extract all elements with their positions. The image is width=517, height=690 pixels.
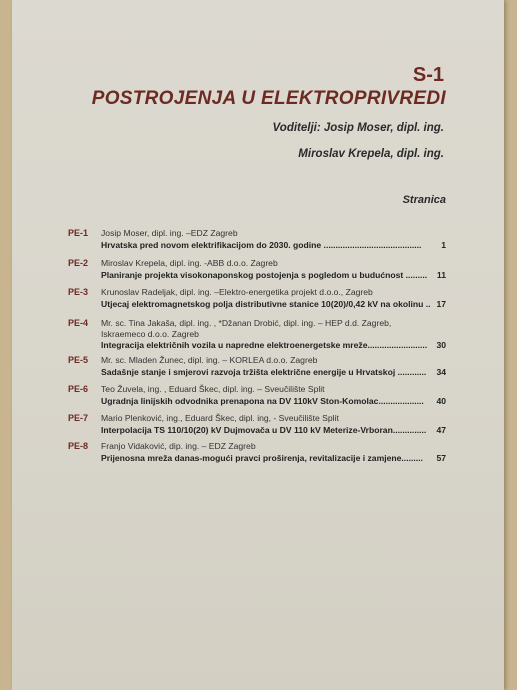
- session-leader: Voditelji: Josip Moser, dipl. ing.: [272, 122, 444, 134]
- paper-page: 40: [436, 396, 446, 406]
- paper-authors: Mario Plenković, ing., Eduard Škec, dipl. ing, - Sveučilište Split: [101, 413, 339, 423]
- paper-code: PE-2: [68, 258, 89, 268]
- paper-authors: Mr. sc. Tina Jakaša, dipl. ing. , *Džanan Drobić, dipl. ing. – HEP d.d. Zagreb,: [101, 318, 392, 328]
- paper-page: 47: [436, 425, 446, 435]
- paper-page: 30: [436, 340, 446, 350]
- paper-title: Ugradnja linijskih odvodnika prenapona na DV 110kV Ston-Komolac...................: [101, 396, 424, 406]
- paper-authors: Mr. sc. Mladen Žunec, dipl. ing. – KORLEA d.o.o. Zagreb: [101, 355, 318, 365]
- page-column-label: Stranica: [402, 194, 446, 206]
- paper-authors: Teo Žuvela, ing. , Eduard Škec, dipl. ing. – Sveučilište Split: [101, 384, 325, 394]
- paper-code: PE-8: [68, 441, 89, 451]
- paper-title: Utjecaj elektromagnetskog polja distributivne stanice 10(20)/0,42 kV na okolinu ..: [101, 299, 431, 309]
- document-page: [12, 0, 504, 690]
- paper-page: 34: [436, 367, 446, 377]
- paper-authors: Josip Moser, dipl. ing. –EDZ Zagreb: [101, 228, 238, 238]
- paper-title: Integracija električnih vozila u napredne elektroenergetske mreže.........................: [101, 340, 428, 350]
- paper-page: 17: [436, 299, 446, 309]
- paper-title: Sadašnje stanje i smjerovi razvoja tržišta električne energije u Hrvatskoj ............: [101, 367, 427, 377]
- paper-code: PE-4: [68, 318, 89, 328]
- paper-code: PE-6: [68, 384, 89, 394]
- paper-code: PE-1: [68, 228, 89, 238]
- paper-authors: Iskraemeco d.o.o. Zagreb: [101, 329, 199, 339]
- session-code: S-1: [412, 64, 444, 86]
- paper-title: Planiranje projekta visokonaponskog postojenja s pogledom u budućnost .........: [101, 270, 428, 280]
- session-leader: Miroslav Krepela, dipl. ing.: [298, 148, 444, 160]
- paper-title: Interpolacija TS 110/10(20) kV Dujmovača u DV 110 kV Meterize-Vrboran..............: [101, 425, 427, 435]
- paper-code: PE-3: [68, 287, 89, 297]
- paper-title: Hrvatska pred novom elektrifikacijom do 2030. godine .........................................: [101, 240, 422, 250]
- paper-title: Prijenosna mreža danas-mogući pravci proširenja, revitalizacije i zamjene.........: [101, 453, 423, 463]
- paper-page: 57: [436, 453, 446, 463]
- paper-page: 11: [436, 270, 446, 280]
- paper-authors: Krunoslav Radeljak, dipl. ing. –Elektro-energetika projekt d.o.o., Zagreb: [101, 287, 373, 297]
- paper-code: PE-5: [68, 355, 89, 365]
- paper-page: 1: [441, 240, 446, 250]
- session-title: POSTROJENJA U ELEKTROPRIVREDI: [91, 88, 446, 109]
- paper-authors: Miroslav Krepela, dipl. ing. -ABB d.o.o. Zagreb: [101, 258, 278, 268]
- paper-authors: Franjo Vidaković, dip. ing. – EDZ Zagreb: [101, 441, 256, 451]
- paper-code: PE-7: [68, 413, 89, 423]
